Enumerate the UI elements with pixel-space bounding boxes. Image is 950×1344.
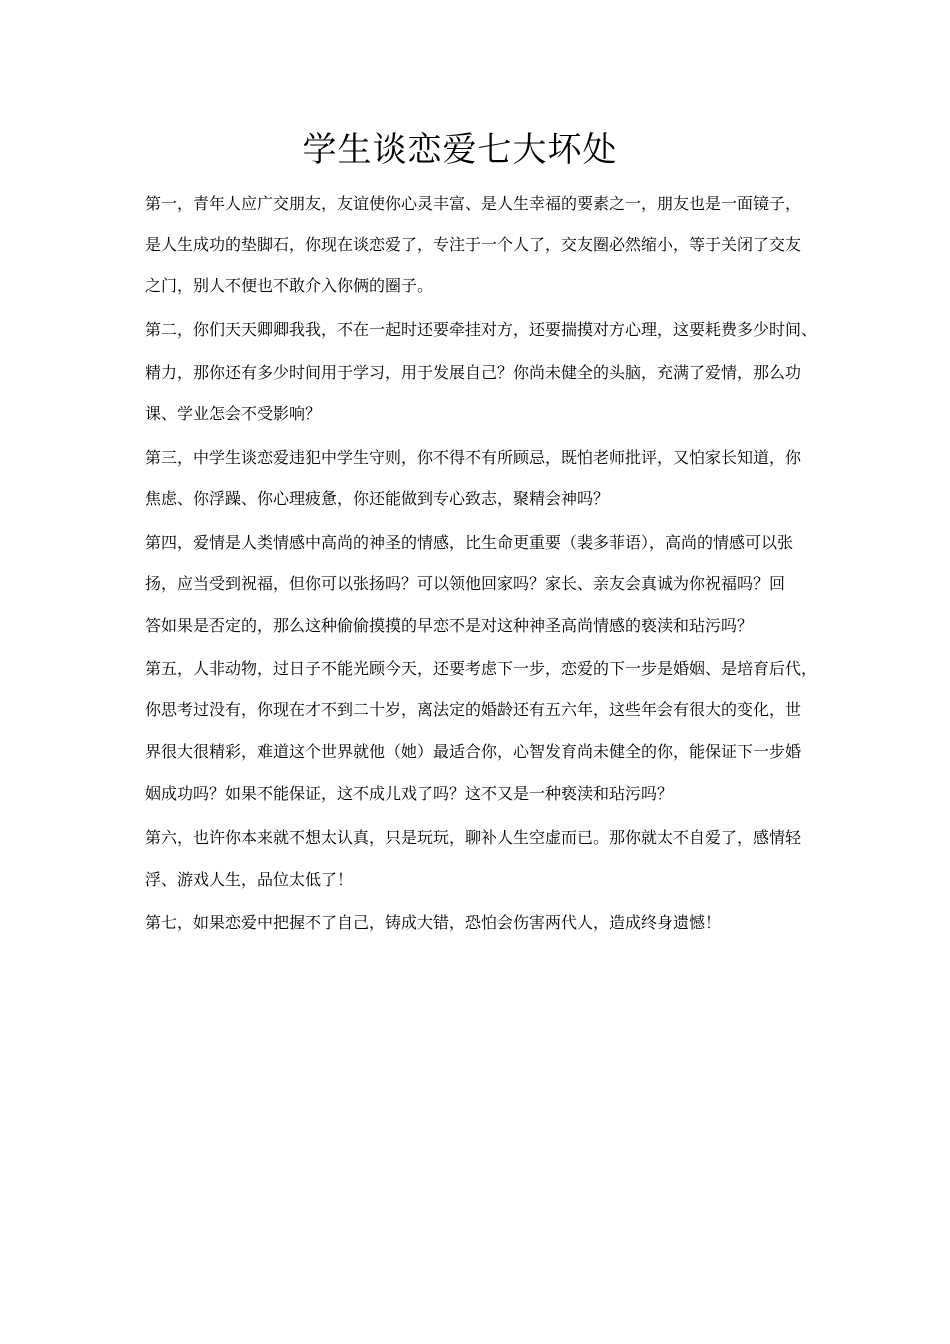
paragraph-line: 第五，人非动物，过日子不能光顾今天，还要考虑下一步，恋爱的下一步是婚姻、是培育后代， [145,659,818,678]
document-title: 学生谈恋爱七大坏处 [302,130,618,170]
paragraph-line: 扬，应当受到祝福，但你可以张扬吗？可以领他回家吗？家长、亲友会真诚为你祝福吗？回 [145,574,786,593]
paragraph-line: 第二，你们天天卿卿我我，不在一起时还要牵挂对方，还要揣摸对方心理，这要耗费多少时间、 [145,320,818,339]
paragraph-line: 第四，爱情是人类情感中高尚的神圣的情感，比生命更重要（裴多菲语），高尚的情感可以张 [145,533,794,552]
paragraph-line: 课、学业怎会不受影响？ [145,404,322,423]
paragraph-line: 第六，也许你本来就不想太认真，只是玩玩，聊补人生空虚而已。那你就太不自爱了，感情轻 [145,828,802,847]
paragraph-line: 第一，青年人应广交朋友，友谊使你心灵丰富、是人生幸福的要素之一，朋友也是一面镜子， [145,194,802,213]
paragraph-line: 是人生成功的垫脚石，你现在谈恋爱了，专注于一个人了，交友圈必然缩小，等于关闭了交友 [145,235,802,254]
paragraph-line: 浮、游戏人生，品位太低了！ [145,870,354,889]
paragraph-line: 精力，那你还有多少时间用于学习，用于发展自己？你尚未健全的头脑，充满了爱情，那么功 [145,363,802,382]
paragraph-line: 第三，中学生谈恋爱违犯中学生守则，你不得不有所顾忌，既怕老师批评，又怕家长知道，你 [145,448,802,467]
paragraph-line: 界很大很精彩，难道这个世界就他（她）最适合你，心智发育尚未健全的你，能保证下一步婚 [145,742,802,761]
paragraph-line: 焦虑、你浮躁、你心理疲惫，你还能做到专心致志，聚精会神吗？ [145,489,610,508]
paragraph-line: 答如果是否定的，那么这种偷偷摸摸的早恋不是对这种神圣高尚情感的亵渎和玷污吗？ [145,616,754,635]
paragraph-line: 第七，如果恋爱中把握不了自己，铸成大错，恐怕会伤害两代人，造成终身遗憾！ [145,913,722,932]
paragraph-line: 之门，别人不便也不敢介入你俩的圈子。 [145,276,434,295]
paragraph-line: 姻成功吗？如果不能保证，这不成儿戏了吗？这不又是一种亵渎和玷污吗？ [145,784,674,803]
paragraph-line: 你思考过没有，你现在才不到二十岁，离法定的婚龄还有五六年，这些年会有很大的变化，世 [145,700,802,719]
